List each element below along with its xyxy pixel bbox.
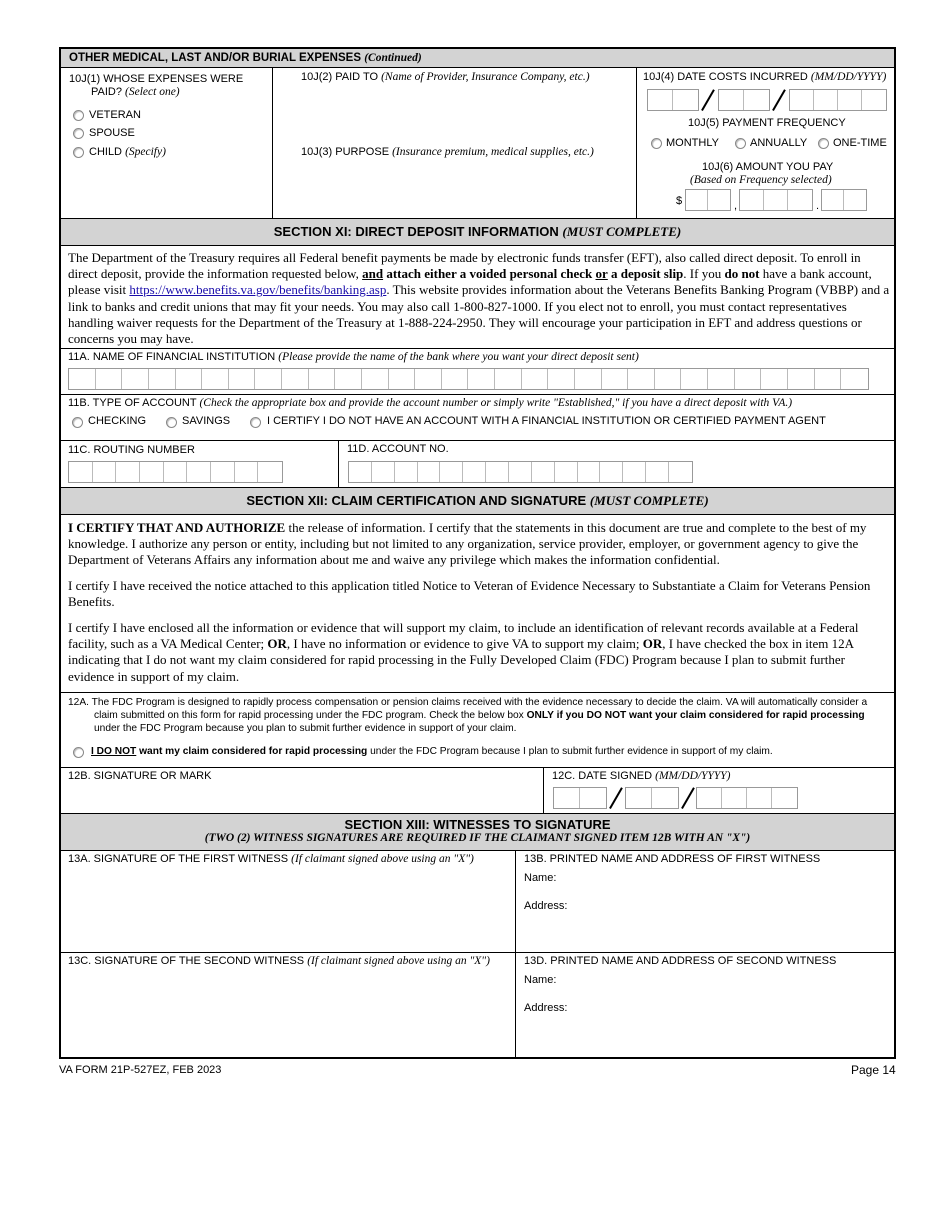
char-box[interactable] — [522, 369, 549, 389]
routing-number-boxes[interactable] — [68, 461, 283, 483]
char-box[interactable] — [140, 462, 164, 482]
amount-period: . — [816, 200, 820, 212]
amount-hundreds-boxes[interactable] — [739, 189, 813, 211]
fdc-paragraph: 12A. The FDC Program is designed to rapidly process compensation or pension claims received with the evidence necessary to decide the claim. VA will automatically consider a claim submitted on this form for rapid processing under the FDC program. Check the below box ONLY if you DO NOT want your claim considered for rapid processing under the FDC Program because you plan to submit further evidence in support of your claim. — [68, 697, 868, 734]
13d-label: 13D. PRINTED NAME AND ADDRESS OF SECOND WITNESS — [524, 955, 837, 967]
section-11-title: SECTION XI: DIRECT DEPOSIT INFORMATION — [273, 224, 559, 239]
j1-label-line2: PAID? (Select one) — [91, 86, 180, 98]
page-number: Page 14 — [851, 1063, 896, 1077]
date-slash — [681, 787, 695, 809]
radio-monthly[interactable] — [651, 138, 662, 149]
j4-year-boxes[interactable] — [789, 89, 887, 111]
radio-one-time-label: ONE-TIME — [833, 137, 887, 149]
char-box[interactable] — [235, 462, 259, 482]
char-box[interactable] — [389, 369, 416, 389]
13b-label: 13B. PRINTED NAME AND ADDRESS OF FIRST WITNESS — [524, 853, 821, 865]
second-witness-address-label: Address: — [524, 1002, 568, 1014]
11a-label: 11A. NAME OF FINANCIAL INSTITUTION (Please provide the name of the bank where you want your direct deposit sent) — [68, 351, 639, 363]
char-box[interactable] — [96, 369, 123, 389]
radio-veteran-label: VETERAN — [89, 109, 141, 121]
radio-checking-label: CHECKING — [88, 415, 147, 427]
radio-annually-label: ANNUALLY — [750, 137, 808, 149]
fdc-opt-out-label: I DO NOT want my claim considered for rapid processing under the FDC Program because I plan to submit further evidence in support of my claim. — [91, 746, 773, 757]
char-box[interactable] — [578, 462, 601, 482]
char-box[interactable] — [463, 462, 486, 482]
section-10-title: OTHER MEDICAL, LAST AND/OR BURIAL EXPENSES — [69, 52, 361, 64]
char-box[interactable] — [646, 462, 669, 482]
section-13-title: SECTION XIII: WITNESSES TO SIGNATURE — [344, 817, 611, 832]
char-box[interactable] — [229, 369, 256, 389]
j6-label: 10J(6) AMOUNT YOU PAY — [702, 161, 834, 173]
char-box[interactable] — [116, 462, 140, 482]
char-box[interactable] — [815, 369, 842, 389]
char-box[interactable] — [442, 369, 469, 389]
char-box[interactable] — [628, 369, 655, 389]
radio-no-account-label: I CERTIFY I DO NOT HAVE AN ACCOUNT WITH A FINANCIAL INSTITUTION OR CERTIFIED PAYMENT AGENT — [267, 415, 826, 427]
char-box[interactable] — [349, 462, 372, 482]
j1-label-line1: 10J(1) WHOSE EXPENSES WERE — [69, 73, 244, 85]
11d-label: 11D. ACCOUNT NO. — [347, 443, 449, 455]
form-id: VA FORM 21P-527EZ, FEB 2023 — [59, 1064, 222, 1076]
char-box[interactable] — [575, 369, 602, 389]
first-witness-name-label: Name: — [524, 872, 557, 884]
char-box[interactable] — [418, 462, 441, 482]
signature-field[interactable] — [68, 784, 538, 811]
char-box[interactable] — [202, 369, 229, 389]
radio-annually[interactable] — [735, 138, 746, 149]
radio-monthly-label: MONTHLY — [666, 137, 719, 149]
j4-label: 10J(4) DATE COSTS INCURRED (MM/DD/YYYY) — [643, 71, 887, 83]
date-signed-day-boxes[interactable] — [625, 787, 679, 809]
11b-label: 11B. TYPE OF ACCOUNT (Check the appropriate box and provide the account number or simply write "Established," if you have a direct deposit with VA.) — [68, 397, 793, 409]
char-box[interactable] — [708, 369, 735, 389]
char-box[interactable] — [486, 462, 509, 482]
section-11-title-must: (MUST COMPLETE) — [562, 224, 682, 239]
char-box[interactable] — [211, 462, 235, 482]
section-12-header — [61, 488, 894, 514]
section-13-subtitle: (TWO (2) WITNESS SIGNATURES ARE REQUIRED IF THE CLAIMANT SIGNED ITEM 12B WITH AN "X") — [204, 832, 751, 844]
form-page — [59, 47, 896, 1059]
amount-cents-boxes[interactable] — [821, 189, 867, 211]
13c-label: 13C. SIGNATURE OF THE SECOND WITNESS (If claimant signed above using an "X") — [68, 955, 490, 967]
radio-savings-label: SAVINGS — [182, 415, 231, 427]
j4-month-boxes[interactable] — [647, 89, 699, 111]
banking-link[interactable]: https://www.benefits.va.gov/benefits/banking.asp — [129, 282, 387, 298]
char-box[interactable] — [623, 462, 646, 482]
char-box[interactable] — [602, 369, 629, 389]
radio-child[interactable] — [73, 147, 84, 158]
first-witness-address-label: Address: — [524, 900, 568, 912]
date-slash — [701, 89, 715, 111]
radio-one-time[interactable] — [818, 138, 829, 149]
radio-checking[interactable] — [72, 417, 83, 428]
direct-deposit-paragraph: The Department of the Treasury requires all Federal benefit payments be made by electronic funds transfer (EFT), also called direct deposit. To enroll in direct deposit, provide the information requested below, and attach either a voided personal check or a deposit slip. If you do not have a bank account, please visit https://www.benefits.va.gov/benefits/banking.asp. This website provides information about the Veterans Benefits Banking Program (VBBP) and a link to banks and credit unions that may fit your needs. You may also call 1-800-827-1000. If you elect not to enroll, you must contact representatives handling waiver requests for the Department of the Treasury at 1-888-224-2950. They will encourage your participation in EFT and address questions or concerns you may have. — [68, 250, 890, 347]
first-witness-signature-field[interactable] — [68, 869, 508, 949]
char-box[interactable] — [509, 462, 532, 482]
char-box[interactable] — [548, 369, 575, 389]
char-box[interactable] — [176, 369, 203, 389]
financial-institution-boxes[interactable] — [68, 368, 869, 390]
second-witness-signature-field[interactable] — [68, 971, 508, 1053]
char-box[interactable] — [187, 462, 211, 482]
char-box[interactable] — [149, 369, 176, 389]
account-number-boxes[interactable] — [348, 461, 693, 483]
11c-label: 11C. ROUTING NUMBER — [68, 444, 195, 456]
char-box[interactable] — [122, 369, 149, 389]
radio-veteran[interactable] — [73, 110, 84, 121]
char-box[interactable] — [282, 369, 309, 389]
date-slash — [609, 787, 623, 809]
char-box[interactable] — [495, 369, 522, 389]
char-box[interactable] — [93, 462, 117, 482]
date-signed-year-boxes[interactable] — [696, 787, 798, 809]
amount-comma: , — [734, 200, 738, 212]
notice-paragraph: I certify I have received the notice attached to this application titled Notice to Veteran of Evidence Necessary to Substantiate a Claim for Veterans Pension Benefits. — [68, 578, 871, 610]
radio-spouse[interactable] — [73, 128, 84, 139]
13a-label: 13A. SIGNATURE OF THE FIRST WITNESS (If claimant signed above using an "X") — [68, 853, 474, 865]
section-10-title-continued: (Continued) — [364, 52, 422, 64]
dollar-sign: $ — [676, 195, 683, 207]
second-witness-name-label: Name: — [524, 974, 557, 986]
date-signed-month-boxes[interactable] — [553, 787, 607, 809]
char-box[interactable] — [335, 369, 362, 389]
char-box[interactable] — [362, 369, 389, 389]
radio-spouse-label: SPOUSE — [89, 127, 135, 139]
char-box[interactable] — [788, 369, 815, 389]
section-11-header — [61, 219, 894, 245]
char-box[interactable] — [372, 462, 395, 482]
j6-hint: (Based on Frequency selected) — [690, 174, 832, 186]
char-box[interactable] — [395, 462, 418, 482]
fdc-opt-out-checkbox[interactable] — [73, 747, 84, 758]
char-box[interactable] — [555, 462, 578, 482]
char-box[interactable] — [468, 369, 495, 389]
j2-label: 10J(2) PAID TO (Name of Provider, Insurance Company, etc.) — [301, 71, 590, 83]
char-box[interactable] — [600, 462, 623, 482]
char-box[interactable] — [735, 369, 762, 389]
char-box[interactable] — [681, 369, 708, 389]
char-box[interactable] — [841, 369, 868, 389]
char-box[interactable] — [309, 369, 336, 389]
radio-savings[interactable] — [166, 417, 177, 428]
certification-paragraph: I CERTIFY THAT AND AUTHORIZE the release of information. I certify that the statements in this document are true and complete to the best of my knowledge. I authorize any person or entity, including but not limited to any organization, service provider, employer, or government agency to give the Department of Veterans Affairs any information about me and waive any privilege which makes the information confidential. — [68, 520, 867, 568]
char-box[interactable] — [258, 462, 282, 482]
char-box[interactable] — [761, 369, 788, 389]
char-box[interactable] — [655, 369, 682, 389]
char-box[interactable] — [164, 462, 188, 482]
char-box[interactable] — [440, 462, 463, 482]
radio-child-label: CHILD (Specify) — [89, 146, 166, 158]
section-10-header — [61, 49, 894, 67]
char-box[interactable] — [255, 369, 282, 389]
date-slash — [772, 89, 786, 111]
section-12-title: SECTION XII: CLAIM CERTIFICATION AND SIGNATURE — [246, 493, 587, 508]
char-box[interactable] — [415, 369, 442, 389]
j3-label: 10J(3) PURPOSE (Insurance premium, medical supplies, etc.) — [301, 146, 594, 158]
amount-thousands-boxes[interactable] — [685, 189, 731, 211]
12c-label: 12C. DATE SIGNED (MM/DD/YYYY) — [552, 770, 731, 782]
evidence-paragraph: I certify I have enclosed all the information or evidence that will support my claim, to include an identification of relevant records available at a Federal facility, such as a VA Medical Center; OR, I have no information or evidence to give VA to support my claim; OR, I have checked the box in item 12A indicating that I do not want my claim considered for rapid processing in the Fully Developed Claim (FDC) Program because I plan to submit further evidence in support of my claim. — [68, 620, 859, 684]
j4-day-boxes[interactable] — [718, 89, 770, 111]
radio-no-account[interactable] — [250, 417, 261, 428]
12b-label: 12B. SIGNATURE OR MARK — [68, 770, 212, 782]
j5-label: 10J(5) PAYMENT FREQUENCY — [688, 117, 846, 129]
char-box[interactable] — [669, 462, 692, 482]
section-12-title-must: (MUST COMPLETE) — [589, 493, 709, 508]
char-box[interactable] — [69, 369, 96, 389]
char-box[interactable] — [69, 462, 93, 482]
char-box[interactable] — [532, 462, 555, 482]
section-13-header — [61, 814, 894, 850]
